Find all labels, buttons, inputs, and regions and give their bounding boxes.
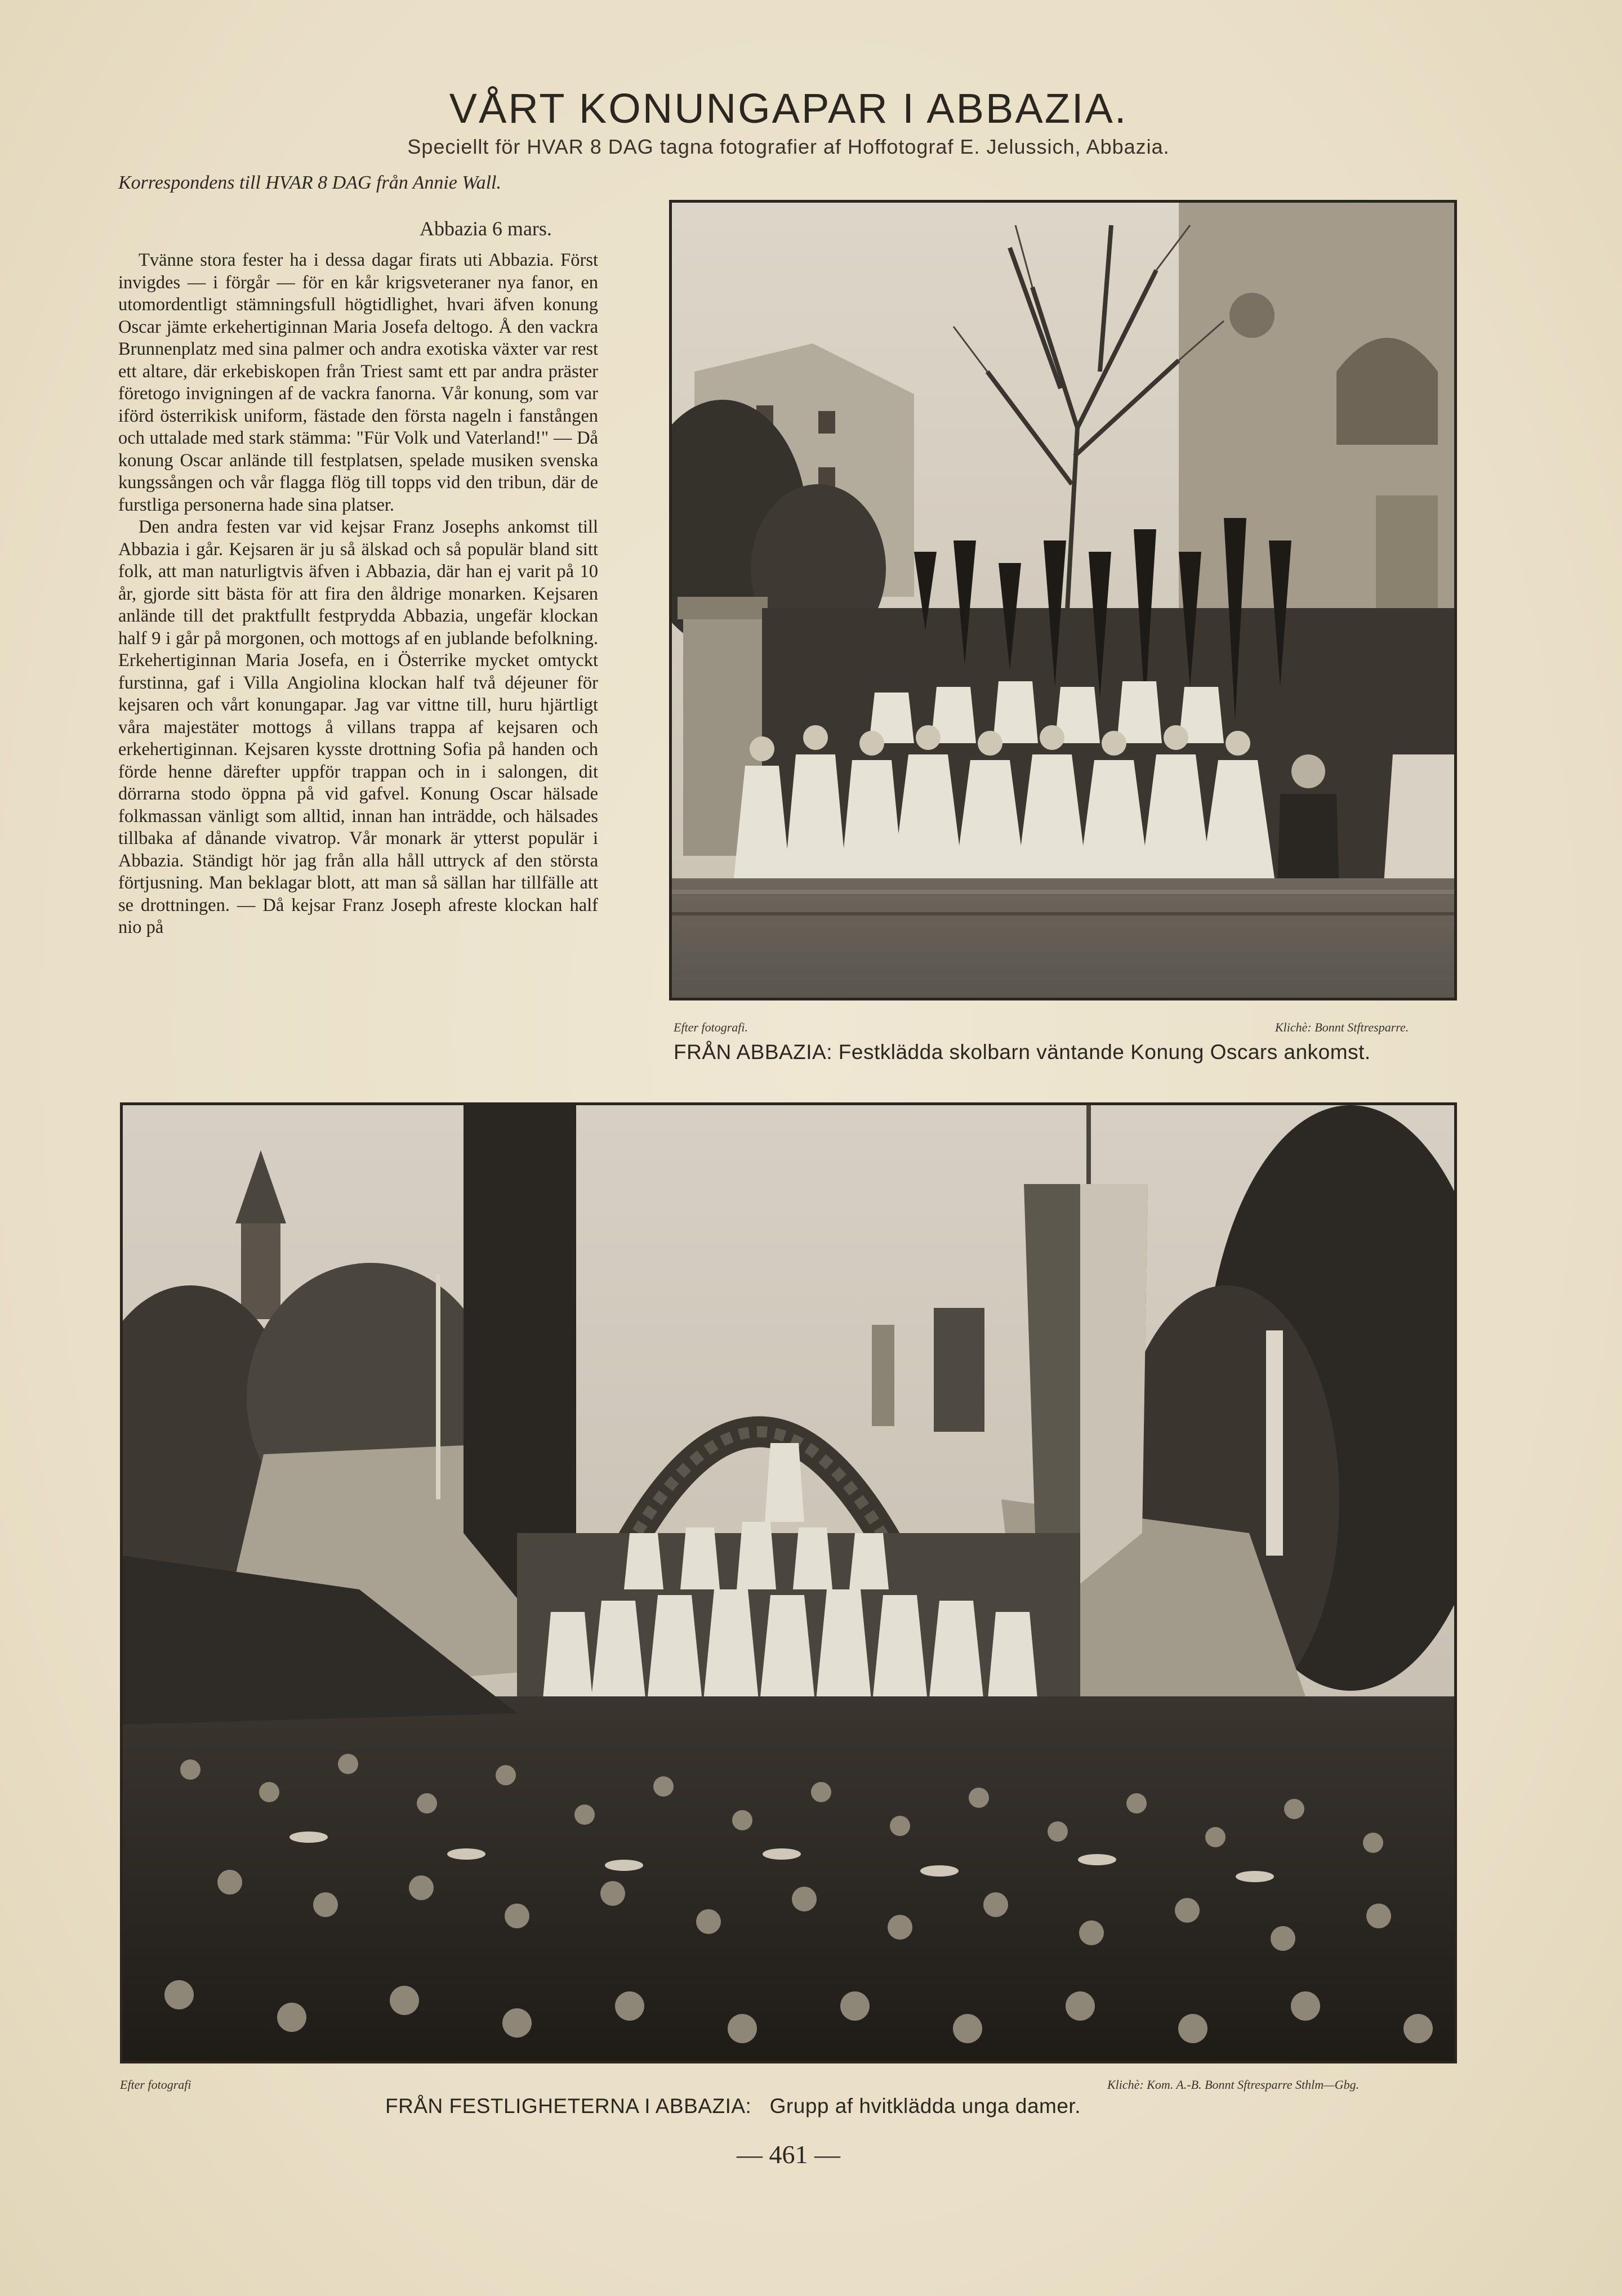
photo1-credit-right: Klichè: Bonnt Stftresparre.: [1275, 1020, 1409, 1034]
photo2-caption: FRÅN FESTLIGHETERNA I ABBAZIA: Grupp af hvitklädda unga damer.: [385, 2094, 1081, 2118]
photo2-credit-right: Klichè: Kom. A.-B. Bonnt Sftresparre Sthlm—Gbg.: [1107, 2078, 1360, 2092]
article-paragraph: Tvänne stora fester ha i dessa dagar firats uti Abbazia. Först invigdes — i förgår — för en kår krigsveteraner nya fanor, en utomordentligt stämningsfull högtidlighet, hvari äfven konung Oscar jämte erkehertiginnan Maria Josefa deltogo. Å den vackra Brunnenplatz med sina palmer och andra exotiska växter var rest ett altare, där erkebiskopen från Triest samt ett par andra präster företogo invigningen af de vackra fanorna. Vår konung, som var iförd österrikisk uniform, fästade den första nageln i fanstången och uttalade med stark stämma: "Für Volk und Vaterland!" — Då konung Oscar anlände till festplatsen, spelade musiken svenska kungssången och vår flagga flög till topps vid den tribun, där de furstliga personerna hade sina platser.: [118, 250, 598, 515]
article-paragraph: Den andra festen var vid kejsar Franz Josephs ankomst till Abbazia i går. Kejsaren är ju så älskad och så populär bland sitt folk, att man naturligtvis äfven i Abbazia, där han ej varit på 10 år, gjorde sitt bästa för att fira den åldrige monarken. Kejsaren anlände till det praktfullt festprydda Abbazia, ungefär klockan half 9 i går på morgonen, och mottogs af en jublande befolkning. Erkehertiginnan Maria Josefa, en i Österrike mycket omtyckt furstinna, gaf i Villa Angiolina klockan half två déjeuner för kejsaren och vårt konungapar. Jag var vittne till, huru hjärtligt våra majestäter mottogs å villans trappa af kejsaren och erkehertiginnan. Kejsaren kysste drottning Sofia på handen och förde henne därefter uppför trappan och in i salongen, dit dörrarna stodo öppna på vid gafvel. Konung Oscar hälsade folkmassan vänligt som alltid, innan han inträdde, och hälsades tillbaka af dånande vivatrop. Vår monark är ytterst populär i Abbazia. Ständigt hör jag från alla håll uttryck af den största förtjusning. Man beklagar blott, att man så sällan har tillfälle att se drottningen. — Då kejsar Franz Joseph afreste klockan half nio på: [118, 517, 598, 937]
photo-festivities: [120, 1102, 1457, 2063]
article-subtitle: Speciellt för HVAR 8 DAG tagna fotografier af Hoffotograf E. Jelussich, Abbazia.: [407, 135, 1170, 158]
photo1-caption: FRÅN ABBAZIA: Festklädda skolbarn väntande Konung Oscars ankomst.: [674, 1040, 1371, 1064]
photo-schoolchildren-image: [672, 203, 1454, 998]
article-byline: Korrespondens till HVAR 8 DAG från Annie Wall.: [118, 172, 501, 193]
photo-festivities-image: [123, 1105, 1454, 2061]
article-title: VÅRT KONUNGAPAR I ABBAZIA.: [449, 85, 1128, 132]
article-dateline: Abbazia 6 mars.: [420, 217, 552, 240]
page-number: — 461 —: [737, 2140, 840, 2169]
photo1-credit-left: Efter fotografi.: [674, 1020, 748, 1034]
article-body: [118, 249, 598, 939]
photo-schoolchildren: [669, 200, 1457, 1000]
photo2-credit-left: Efter fotografi: [120, 2078, 191, 2092]
